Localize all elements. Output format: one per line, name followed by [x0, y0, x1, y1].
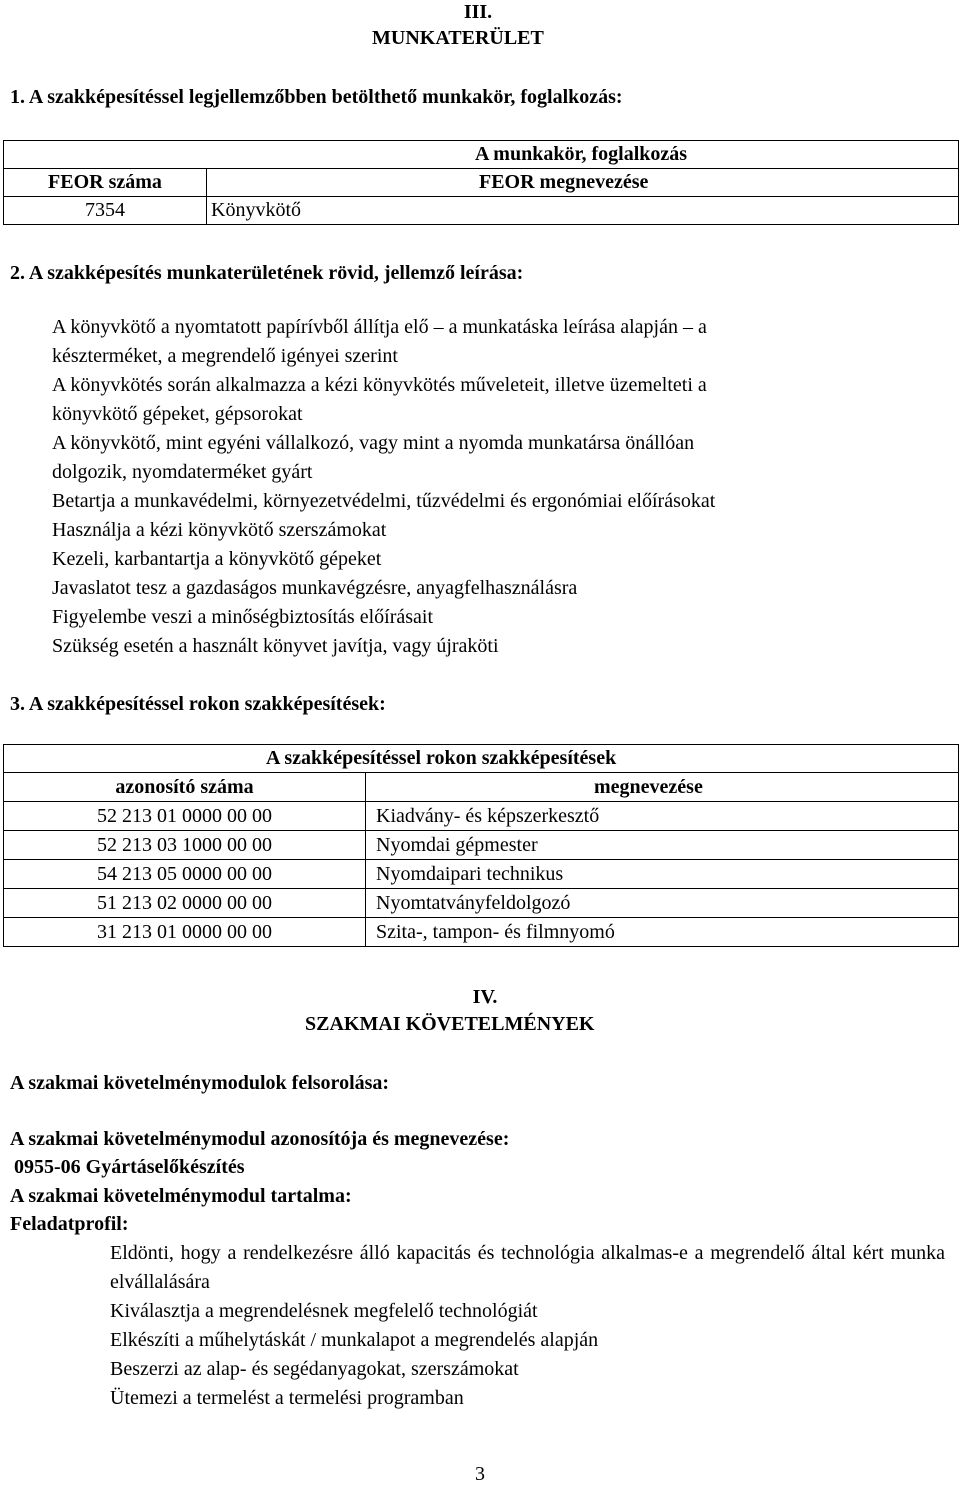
page-number: 3	[475, 1463, 485, 1485]
section-title: MUNKATERÜLET	[372, 27, 544, 49]
related-qualifications-table	[3, 744, 959, 947]
related-id-cell: 54 213 05 0000 00 00	[4, 860, 366, 889]
table-row	[4, 918, 959, 947]
description-line: dolgozik, nyomdaterméket gyárt	[52, 461, 313, 483]
related-col-name-header: megnevezése	[366, 773, 959, 802]
heading-2: 2. A szakképesítés munkaterületének rövid, jellemző leírása:	[10, 262, 524, 284]
task-list	[110, 1239, 945, 1413]
feor-col-name-header: FEOR megnevezése	[207, 169, 959, 197]
list-item: Eldönti, hogy a rendelkezésre álló kapacitás és technológia alkalmas-e a megrendelő által kért munka elvállalására	[110, 1242, 945, 1293]
description-line: Szükség esetén a használt könyvet javítja, vagy újraköti	[52, 635, 499, 657]
section-roman-numeral: III.	[463, 1, 493, 23]
list-item: Ütemezi a termelést a termelési programban	[110, 1387, 464, 1409]
description-line: Figyelembe veszi a minőségbiztosítás előírásait	[52, 606, 434, 628]
module-content-heading: A szakmai követelménymodul tartalma:	[10, 1185, 352, 1207]
description-block	[52, 313, 715, 661]
table-row	[4, 860, 959, 889]
table-row	[4, 889, 959, 918]
related-id-cell: 31 213 01 0000 00 00	[4, 918, 366, 947]
list-item: Kiválasztja a megrendelésnek megfelelő technológiát	[110, 1300, 538, 1322]
table-row	[4, 802, 959, 831]
task-profile-heading: Feladatprofil:	[10, 1213, 129, 1235]
related-name-cell: Nyomdaipari technikus	[366, 860, 959, 889]
related-name-cell: Nyomtatványfeldolgozó	[366, 889, 959, 918]
section-title: SZAKMAI KÖVETELMÉNYEK	[305, 1013, 595, 1035]
feor-code-cell: 7354	[4, 197, 207, 225]
related-id-cell: 52 213 03 1000 00 00	[4, 831, 366, 860]
list-item: Beszerzi az alap- és segédanyagokat, szerszámokat	[110, 1358, 519, 1380]
description-line: A könyvkötés során alkalmazza a kézi könyvkötés műveleteit, illetve üzemelteti a	[52, 374, 707, 396]
description-line: Javaslatot tesz a gazdaságos munkavégzésre, anyagfelhasználásra	[52, 577, 578, 599]
related-id-cell: 51 213 02 0000 00 00	[4, 889, 366, 918]
related-table-caption: A szakképesítéssel rokon szakképesítések	[4, 745, 959, 773]
table-row	[4, 197, 959, 225]
description-line: Használja a kézi könyvkötő szerszámokat	[52, 519, 387, 541]
related-name-cell: Nyomdai gépmester	[366, 831, 959, 860]
list-item: Elkészíti a műhelytáskát / munkalapot a megrendelés alapján	[110, 1329, 599, 1351]
description-line: készterméket, a megrendelő igényei szerint	[52, 345, 398, 367]
related-name-cell: Kiadvány- és képszerkesztő	[366, 802, 959, 831]
module-name: 0955-06 Gyártáselőkészítés	[14, 1156, 245, 1178]
table-row	[4, 831, 959, 860]
description-line: A könyvkötő a nyomtatott papírívből állítja elő – a munkatáska leírása alapján – a	[52, 316, 707, 338]
feor-col-code-header: FEOR száma	[4, 169, 207, 197]
heading-3: 3. A szakképesítéssel rokon szakképesítések:	[10, 693, 386, 715]
modules-heading: A szakmai követelménymodulok felsorolása:	[10, 1072, 390, 1094]
feor-name-cell: Könyvkötő	[207, 197, 959, 225]
related-name-cell: Szita-, tampon- és filmnyomó	[366, 918, 959, 947]
description-line: A könyvkötő, mint egyéni vállalkozó, vagy mint a nyomda munkatársa önállóan	[52, 432, 695, 454]
feor-table-caption: A munkakör, foglalkozás	[4, 141, 959, 169]
related-id-cell: 52 213 01 0000 00 00	[4, 802, 366, 831]
heading-1: 1. A szakképesítéssel legjellemzőbben betölthető munkakör, foglalkozás:	[10, 86, 623, 108]
description-line: Kezeli, karbantartja a könyvkötő gépeket	[52, 548, 382, 570]
feor-table	[3, 140, 959, 225]
description-line: könyvkötő gépeket, gépsorokat	[52, 403, 303, 425]
module-id-heading: A szakmai követelménymodul azonosítója és megnevezése:	[10, 1128, 510, 1150]
section-roman-numeral: IV.	[472, 986, 498, 1008]
description-line: Betartja a munkavédelmi, környezetvédelmi, tűzvédelmi és ergonómiai előírásokat	[52, 490, 716, 512]
related-col-id-header: azonosító száma	[4, 773, 366, 802]
